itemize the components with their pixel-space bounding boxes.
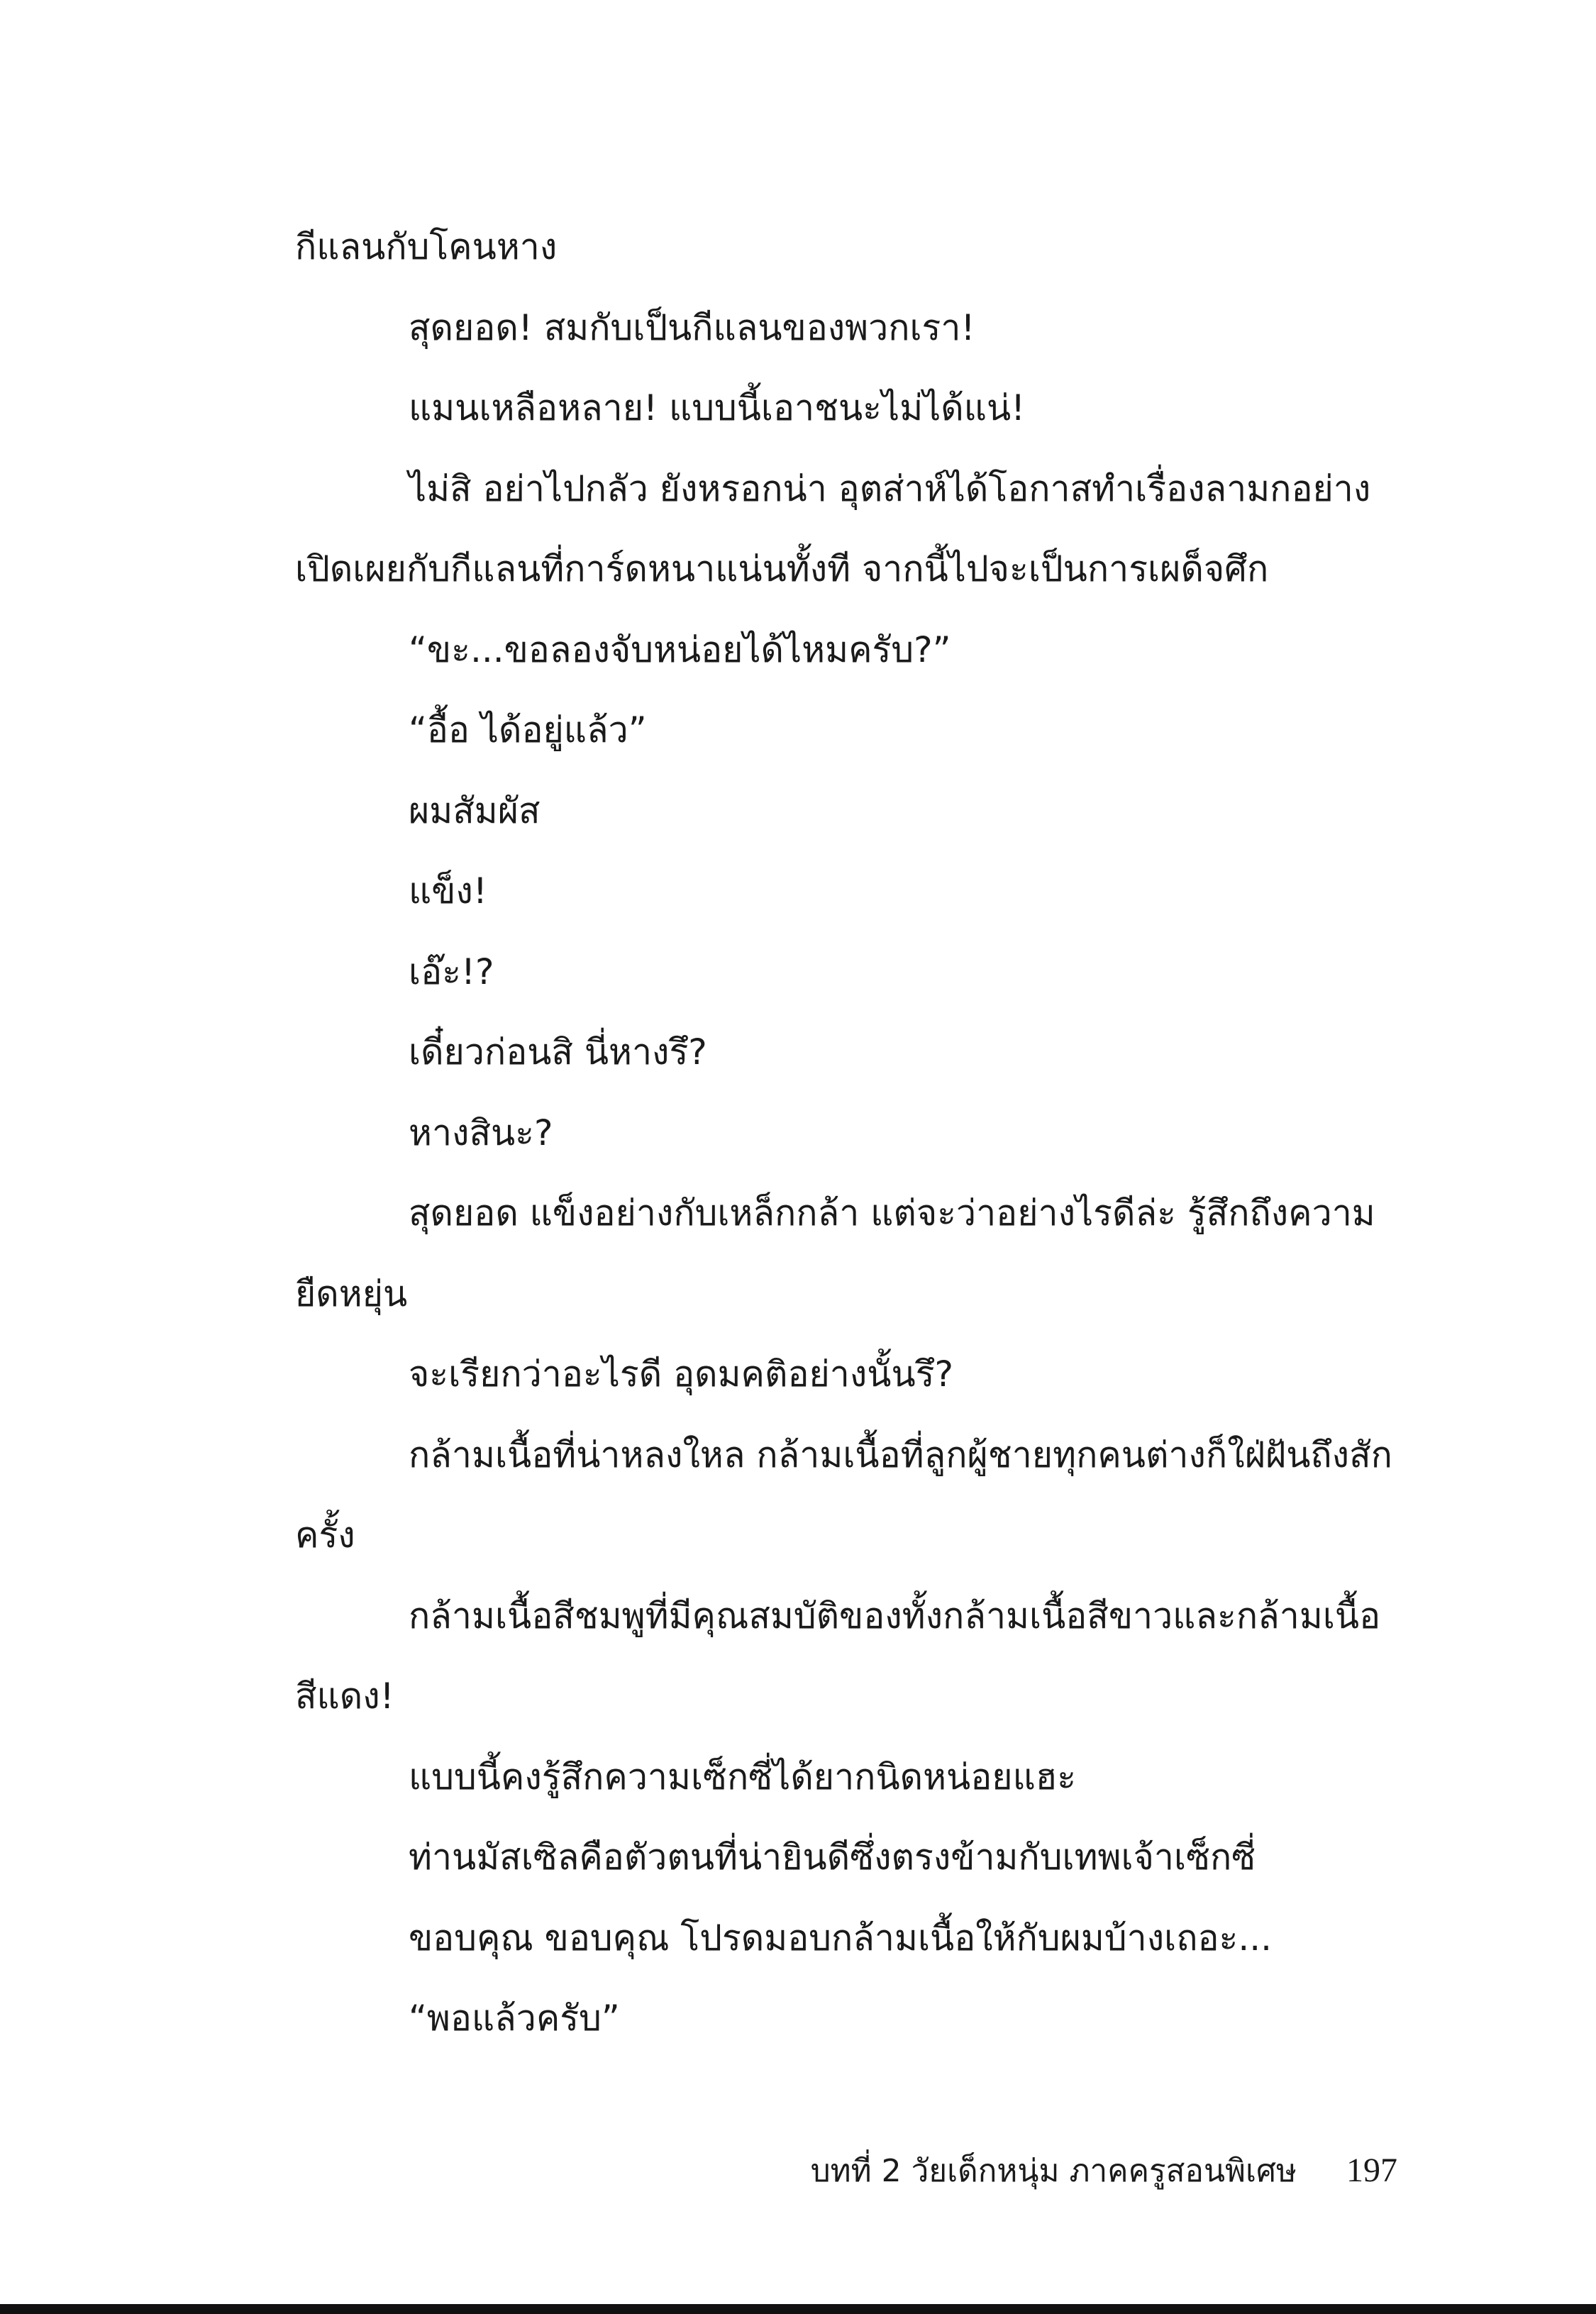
paragraph: “อื้อ ได้อยู่แล้ว” (409, 709, 647, 751)
body-text (295, 207, 1402, 2059)
running-footer (811, 2149, 1397, 2193)
paragraph: สุดยอด แข็งอย่างกับเหล็กกล้า แต่จะว่าอย่างไรดีล่ะ รู้สึกถึงความยืดหยุ่น (295, 1192, 1375, 1314)
paragraph: ไม่สิ อย่าไปกลัว ยังหรอกน่า อุตส่าห์ได้โอกาสทำเรื่องลามกอย่างเปิดเผยกับกีแลนที่การ์ดหนาแน่นทั้งที จากนี้ไปจะเป็นการเผด็จศึก (295, 467, 1371, 589)
paragraph: สุดยอด! สมกับเป็นกีแลนของพวกเรา! (409, 306, 975, 348)
paragraph: กล้ามเนื้อสีชมพูที่มีคุณสมบัติของทั้งกล้ามเนื้อสีขาวและกล้ามเนื้อสีแดง! (295, 1595, 1381, 1717)
page-number: 197 (1346, 2152, 1397, 2189)
paragraph: ท่านมัสเซิลคือตัวตนที่น่ายินดีซึ่งตรงข้ามกับเทพเจ้าเซ็กซี่ (409, 1837, 1256, 1878)
paragraph: “ขะ...ขอลองจับหน่อยได้ไหมครับ?” (409, 629, 951, 670)
chapter-title: บทที่ 2 วัยเด็กหนุ่ม ภาคครูสอนพิเศษ (810, 2153, 1297, 2189)
bottom-border (0, 2304, 1596, 2314)
paragraph: เดี๋ยวก่อนสิ นี่หางรึ? (409, 1031, 707, 1073)
paragraph: แบบนี้คงรู้สึกความเซ็กซี่ได้ยากนิดหน่อยแฮะ (409, 1756, 1077, 1798)
paragraph: กล้ามเนื้อที่น่าหลงใหล กล้ามเนื้อที่ลูกผู้ชายทุกคนต่างก็ใฝ่ฝันถึงสักครั้ง (295, 1434, 1392, 1556)
paragraph: เอ๊ะ!? (409, 951, 494, 992)
paragraph: กีแลนกับโคนหาง (295, 226, 558, 267)
paragraph: แข็ง! (409, 870, 487, 912)
paragraph: ขอบคุณ ขอบคุณ โปรดมอบกล้ามเนื้อให้กับผมบ้างเถอะ... (409, 1917, 1273, 1959)
paragraph: แมนเหลือหลาย! แบบนี้เอาชนะไม่ได้แน่! (409, 387, 1026, 428)
paragraph: จะเรียกว่าอะไรดี อุดมคติอย่างนั้นรึ? (409, 1353, 954, 1395)
paragraph: หางสินะ? (409, 1112, 553, 1153)
paragraph: ผมสัมผัส (409, 790, 541, 831)
paragraph: “พอแล้วครับ” (409, 1998, 620, 2039)
